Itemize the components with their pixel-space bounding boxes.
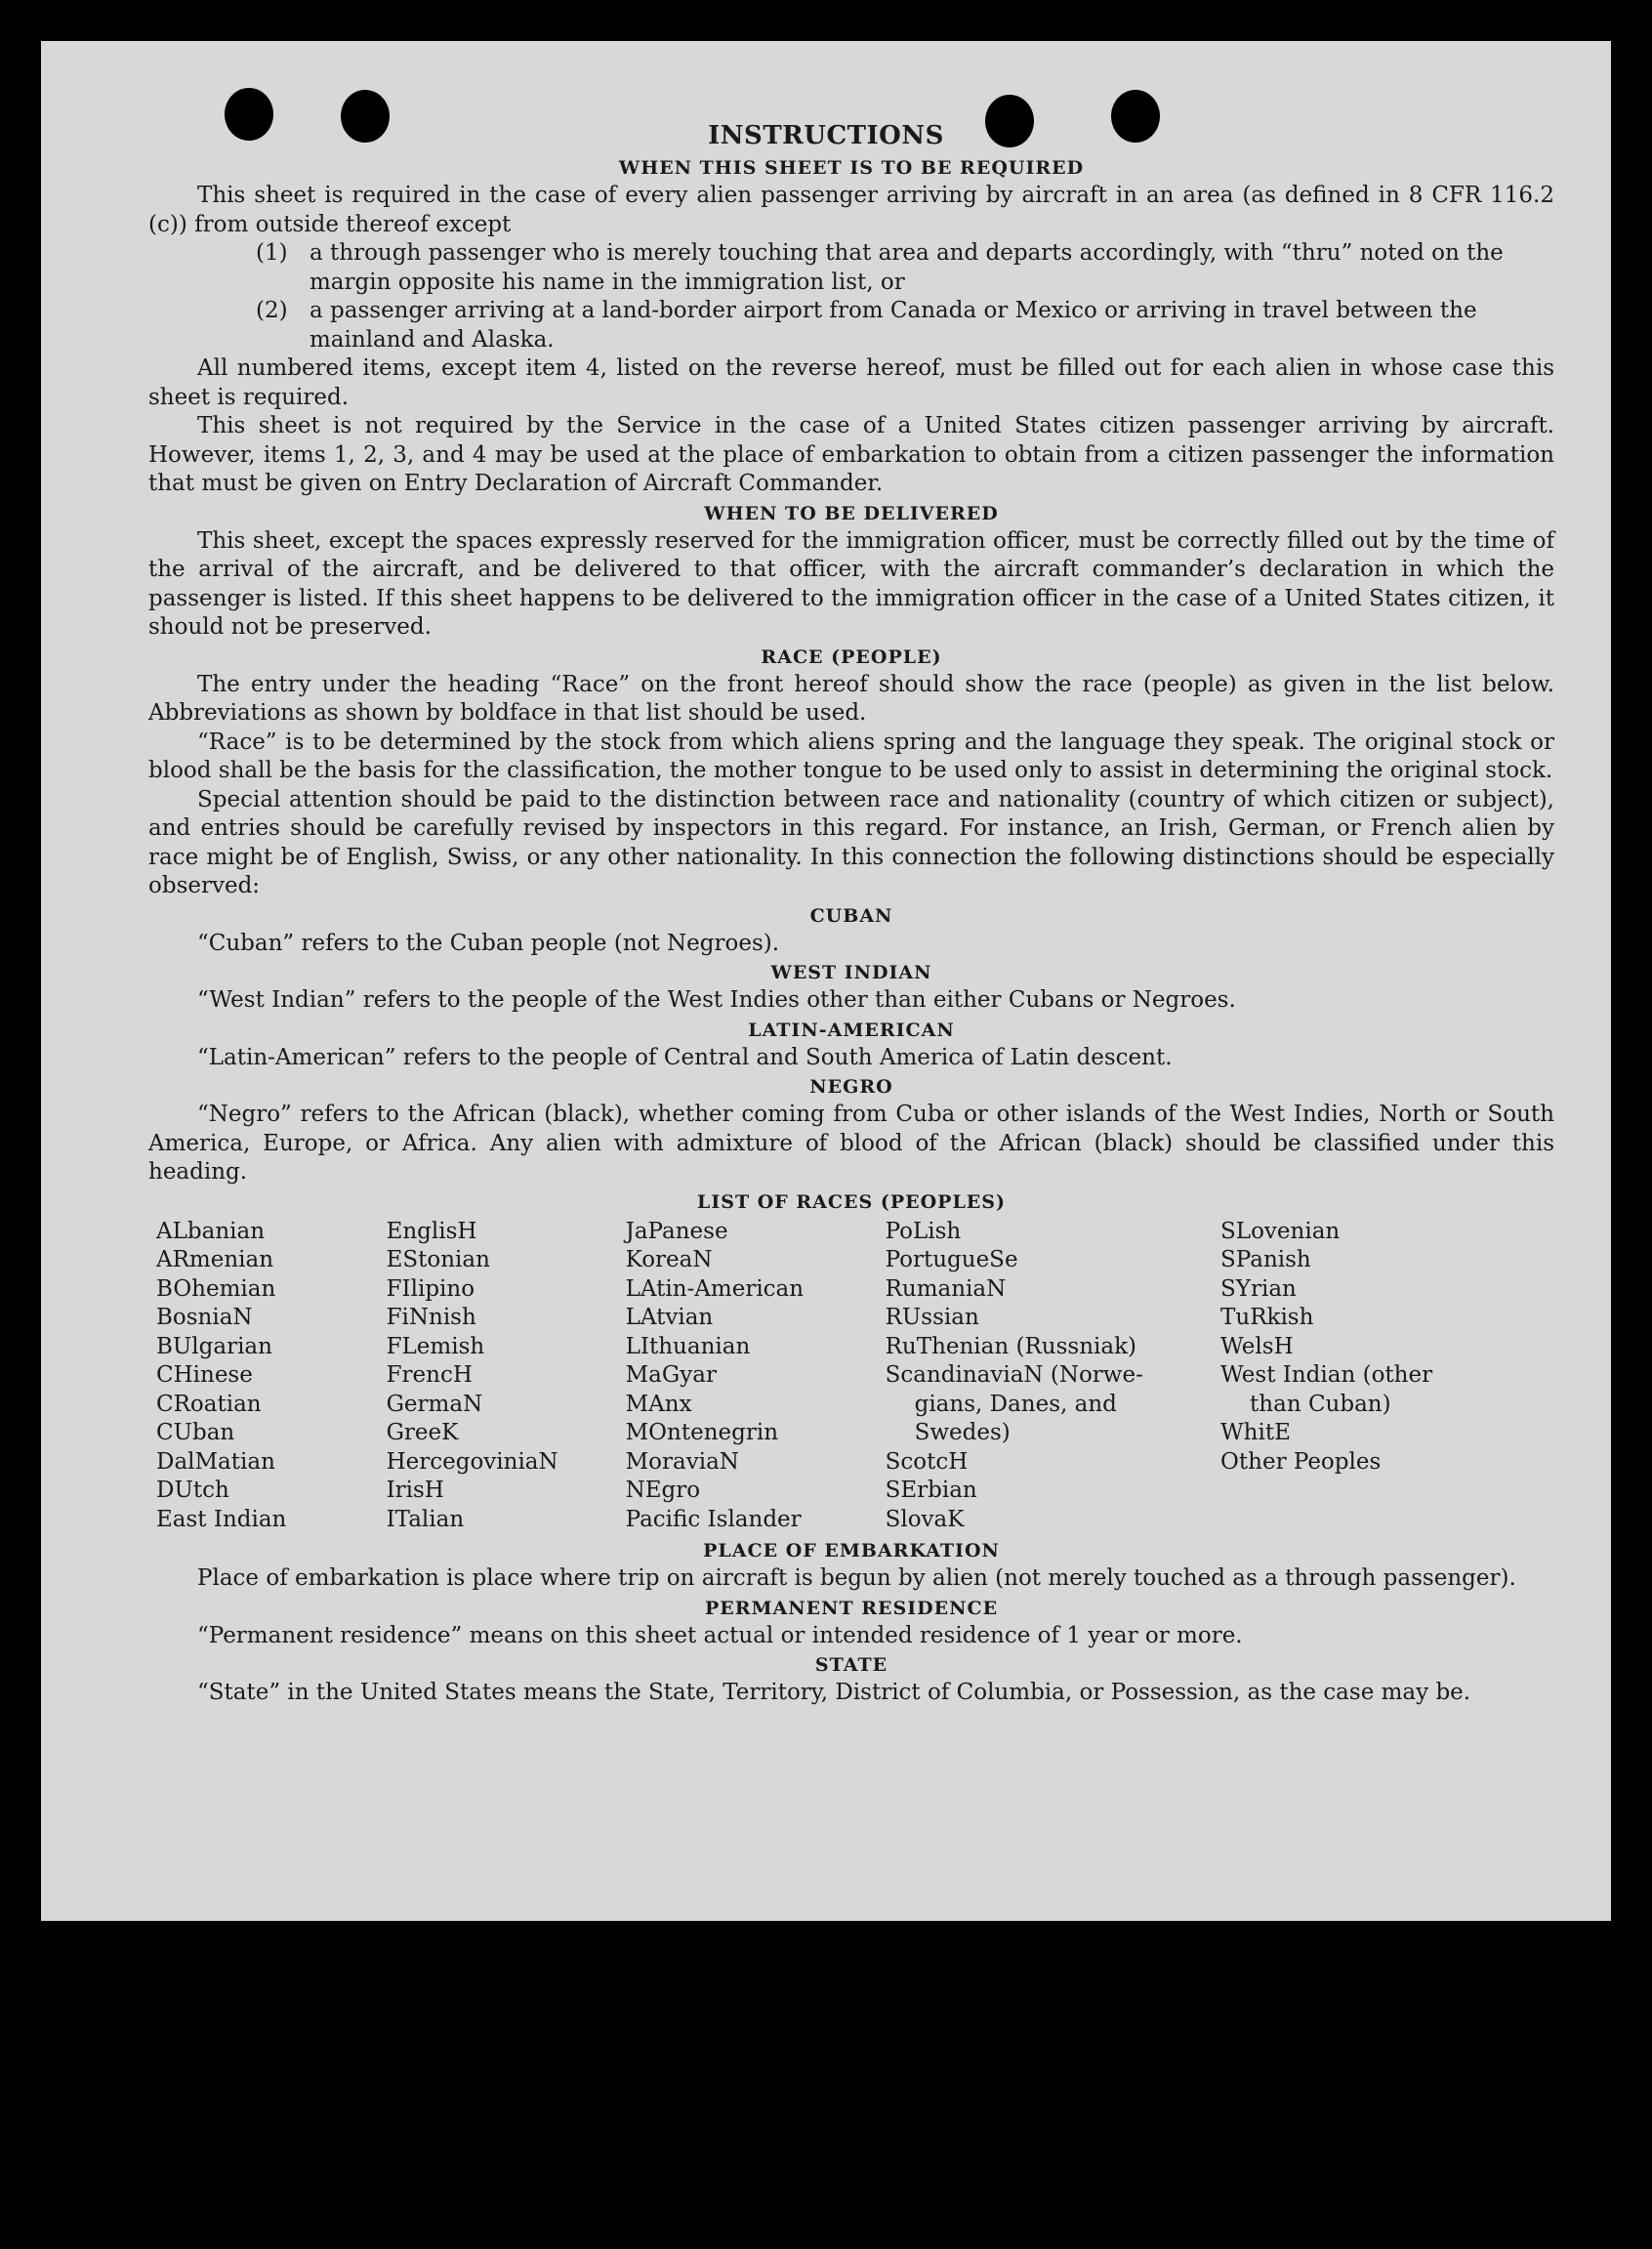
paragraph: All numbered items, except item 4, listed on the reverse hereof, must be filled out for each alien in whose case this sheet is required.: [148, 355, 1554, 410]
list-item: [148, 239, 1554, 297]
race-column: [387, 1218, 626, 1535]
race-entry: FrencH: [386, 1362, 473, 1388]
race-entry: EnglisH: [386, 1218, 477, 1244]
race-entry: Swedes): [914, 1420, 1011, 1445]
race-entry: WelsH: [1220, 1333, 1294, 1359]
paragraph: This sheet is required in the case of every alien passenger arriving by aircraft in an area (as defined in 8 CFR 116.2 (c)) from outside thereof except: [148, 183, 1554, 237]
race-entry: FIlipino: [386, 1275, 475, 1302]
race-column: [1154, 1218, 1554, 1535]
race-entry: JaPanese: [625, 1218, 728, 1244]
race-entry: LAtvian: [625, 1305, 714, 1330]
instructions-body: [148, 153, 1554, 1708]
race-entry: FLemish: [386, 1333, 485, 1359]
race-entry: ARmenian: [156, 1247, 274, 1272]
race-entry: SErbian: [885, 1478, 977, 1503]
race-entry: DUtch: [156, 1478, 229, 1503]
section-heading: WHEN THIS SHEET IS TO BE REQUIRED: [618, 157, 1085, 179]
race-entry: West Indian (other: [1220, 1362, 1433, 1388]
paragraph: Special attention should be paid to the distinction between race and nationality (country of which citizen or subject), and entries should be carefully revised by inspectors in this regard. For instance, an Irish, German, or French alien by race might be of English, Swiss, or any other nationality. In this connection the following distinctions should be especially observed:: [148, 786, 1554, 898]
race-column: [886, 1218, 1154, 1535]
item-text: a through passenger who is merely touching that area and departs accordingly, with “thru” noted on the margin opposite his name in the immigration list, or: [310, 240, 1504, 295]
race-list: [148, 1218, 1554, 1535]
list-item: [148, 297, 1554, 354]
item-text: a passenger arriving at a land-border airport from Canada or Mexico or arriving in travel between the mainland and Alaska.: [310, 298, 1477, 353]
race-entry: KoreaN: [625, 1247, 713, 1272]
paragraph: “Negro” refers to the African (black), whether coming from Cuba or other islands of the West Indies, North or South America, Europe, or Africa. Any alien with admixture of blood of the African (black) should be classified under this heading.: [148, 1102, 1554, 1185]
paragraph: “Cuban” refers to the Cuban people (not Negroes).: [197, 930, 780, 956]
race-entry: HercegoviniaN: [386, 1448, 558, 1475]
race-column: [148, 1218, 387, 1535]
race-entry: gians, Danes, and: [914, 1391, 1117, 1417]
race-entry: BOhemian: [156, 1275, 276, 1302]
race-entry: WhitE: [1220, 1420, 1291, 1445]
race-entry: SlovaK: [885, 1506, 965, 1532]
race-entry: EStonian: [386, 1247, 490, 1272]
paragraph: “Race” is to be determined by the stock from which aliens spring and the language they speak. The original stock or blood shall be the basis for the classification, the mother tongue to be used only to assist in determining the original stock.: [148, 729, 1554, 783]
section-heading: PLACE OF EMBARKATION: [703, 1540, 1000, 1562]
race-entry: SYrian: [1220, 1275, 1297, 1302]
race-entry: GermaN: [386, 1391, 483, 1417]
section-heading: STATE: [814, 1654, 888, 1676]
paragraph: “West Indian” refers to the people of the West Indies other than either Cubans or Negroes.: [197, 987, 1236, 1013]
section-heading: PERMANENT RESIDENCE: [704, 1597, 999, 1619]
race-entry: MAnx: [625, 1391, 692, 1417]
section-heading: LATIN-AMERICAN: [748, 1019, 955, 1041]
race-entry: ScotcH: [885, 1448, 969, 1475]
race-entry: DalMatian: [156, 1448, 275, 1475]
race-entry: NEgro: [625, 1478, 701, 1503]
item-number: (2): [256, 298, 288, 323]
race-entry: MOntenegrin: [625, 1420, 779, 1445]
section-heading: NEGRO: [809, 1076, 893, 1098]
race-entry: SPanish: [1220, 1247, 1311, 1272]
race-entry: than Cuban): [1250, 1391, 1391, 1417]
paragraph: “State” in the United States means the State, Territory, District of Columbia, or Possession, as the case may be.: [197, 1680, 1471, 1705]
race-entry: ALbanian: [156, 1218, 266, 1244]
paragraph: “Permanent residence” means on this sheet actual or intended residence of 1 year or more.: [197, 1622, 1243, 1648]
section-heading: WHEN TO BE DELIVERED: [704, 502, 999, 524]
race-entry: PoLish: [885, 1218, 962, 1244]
section-heading: CUBAN: [809, 904, 893, 927]
race-entry: PortugueSe: [885, 1247, 1018, 1272]
race-entry: ScandinaviaN (Norwe-: [885, 1362, 1143, 1388]
race-entry: LIthuanian: [625, 1333, 751, 1359]
race-entry: FiNnish: [386, 1305, 476, 1330]
race-entry: IrisH: [386, 1478, 444, 1503]
instruction-sheet: [41, 41, 1611, 1921]
race-entry: MaGyar: [625, 1362, 717, 1388]
paragraph: This sheet is not required by the Service in the case of a United States citizen passenger arriving by aircraft. However, items 1, 2, 3, and 4 may be used at the place of embarkation to obtain from a citizen passenger the information that must be given on Entry Declaration of Aircraft Commander.: [148, 413, 1554, 496]
race-entry: BUlgarian: [156, 1333, 272, 1359]
race-column: [626, 1218, 886, 1535]
race-entry: RUssian: [885, 1305, 979, 1330]
race-entry: RuThenian (Russniak): [885, 1333, 1136, 1359]
paragraph: This sheet, except the spaces expressly reserved for the immigration officer, must be correctly filled out by the time of the arrival of the aircraft, and be delivered to that officer, with the aircraft commander’s declaration in which the passenger is listed. If this sheet happens to be delivered to the immigration officer in the case of a United States citizen, it should not be preserved.: [148, 527, 1554, 640]
race-entry: BosniaN: [156, 1305, 253, 1330]
paragraph: The entry under the heading “Race” on the front hereof should show the race (people) as given in the list below. Abbreviations as shown by boldface in that list should be used.: [148, 671, 1554, 726]
race-entry: SLovenian: [1220, 1218, 1341, 1244]
race-entry: GreeK: [386, 1420, 459, 1445]
race-entry: East Indian: [156, 1506, 287, 1532]
race-entry: Other Peoples: [1220, 1448, 1382, 1475]
race-entry: ITalian: [386, 1506, 465, 1532]
section-heading: LIST OF RACES (PEOPLES): [697, 1190, 1006, 1213]
page-title: INSTRUCTIONS: [708, 121, 944, 150]
race-entry: RumaniaN: [885, 1275, 1007, 1302]
paragraph: “Latin-American” refers to the people of Central and South America of Latin descent.: [197, 1044, 1173, 1070]
item-number: (1): [256, 240, 288, 266]
race-entry: Pacific Islander: [625, 1506, 802, 1532]
section-heading: WEST INDIAN: [770, 962, 932, 983]
race-entry: LAtin-American: [625, 1275, 805, 1302]
race-entry: CUban: [156, 1420, 235, 1445]
section-heading: RACE (PEOPLE): [761, 646, 942, 668]
race-entry: CRoatian: [156, 1391, 262, 1417]
race-entry: TuRkish: [1220, 1305, 1314, 1330]
race-entry: CHinese: [156, 1362, 253, 1388]
paragraph: Place of embarkation is place where trip on aircraft is begun by alien (not merely touched as a through passenger).: [197, 1565, 1516, 1591]
race-entry: MoraviaN: [625, 1448, 739, 1475]
